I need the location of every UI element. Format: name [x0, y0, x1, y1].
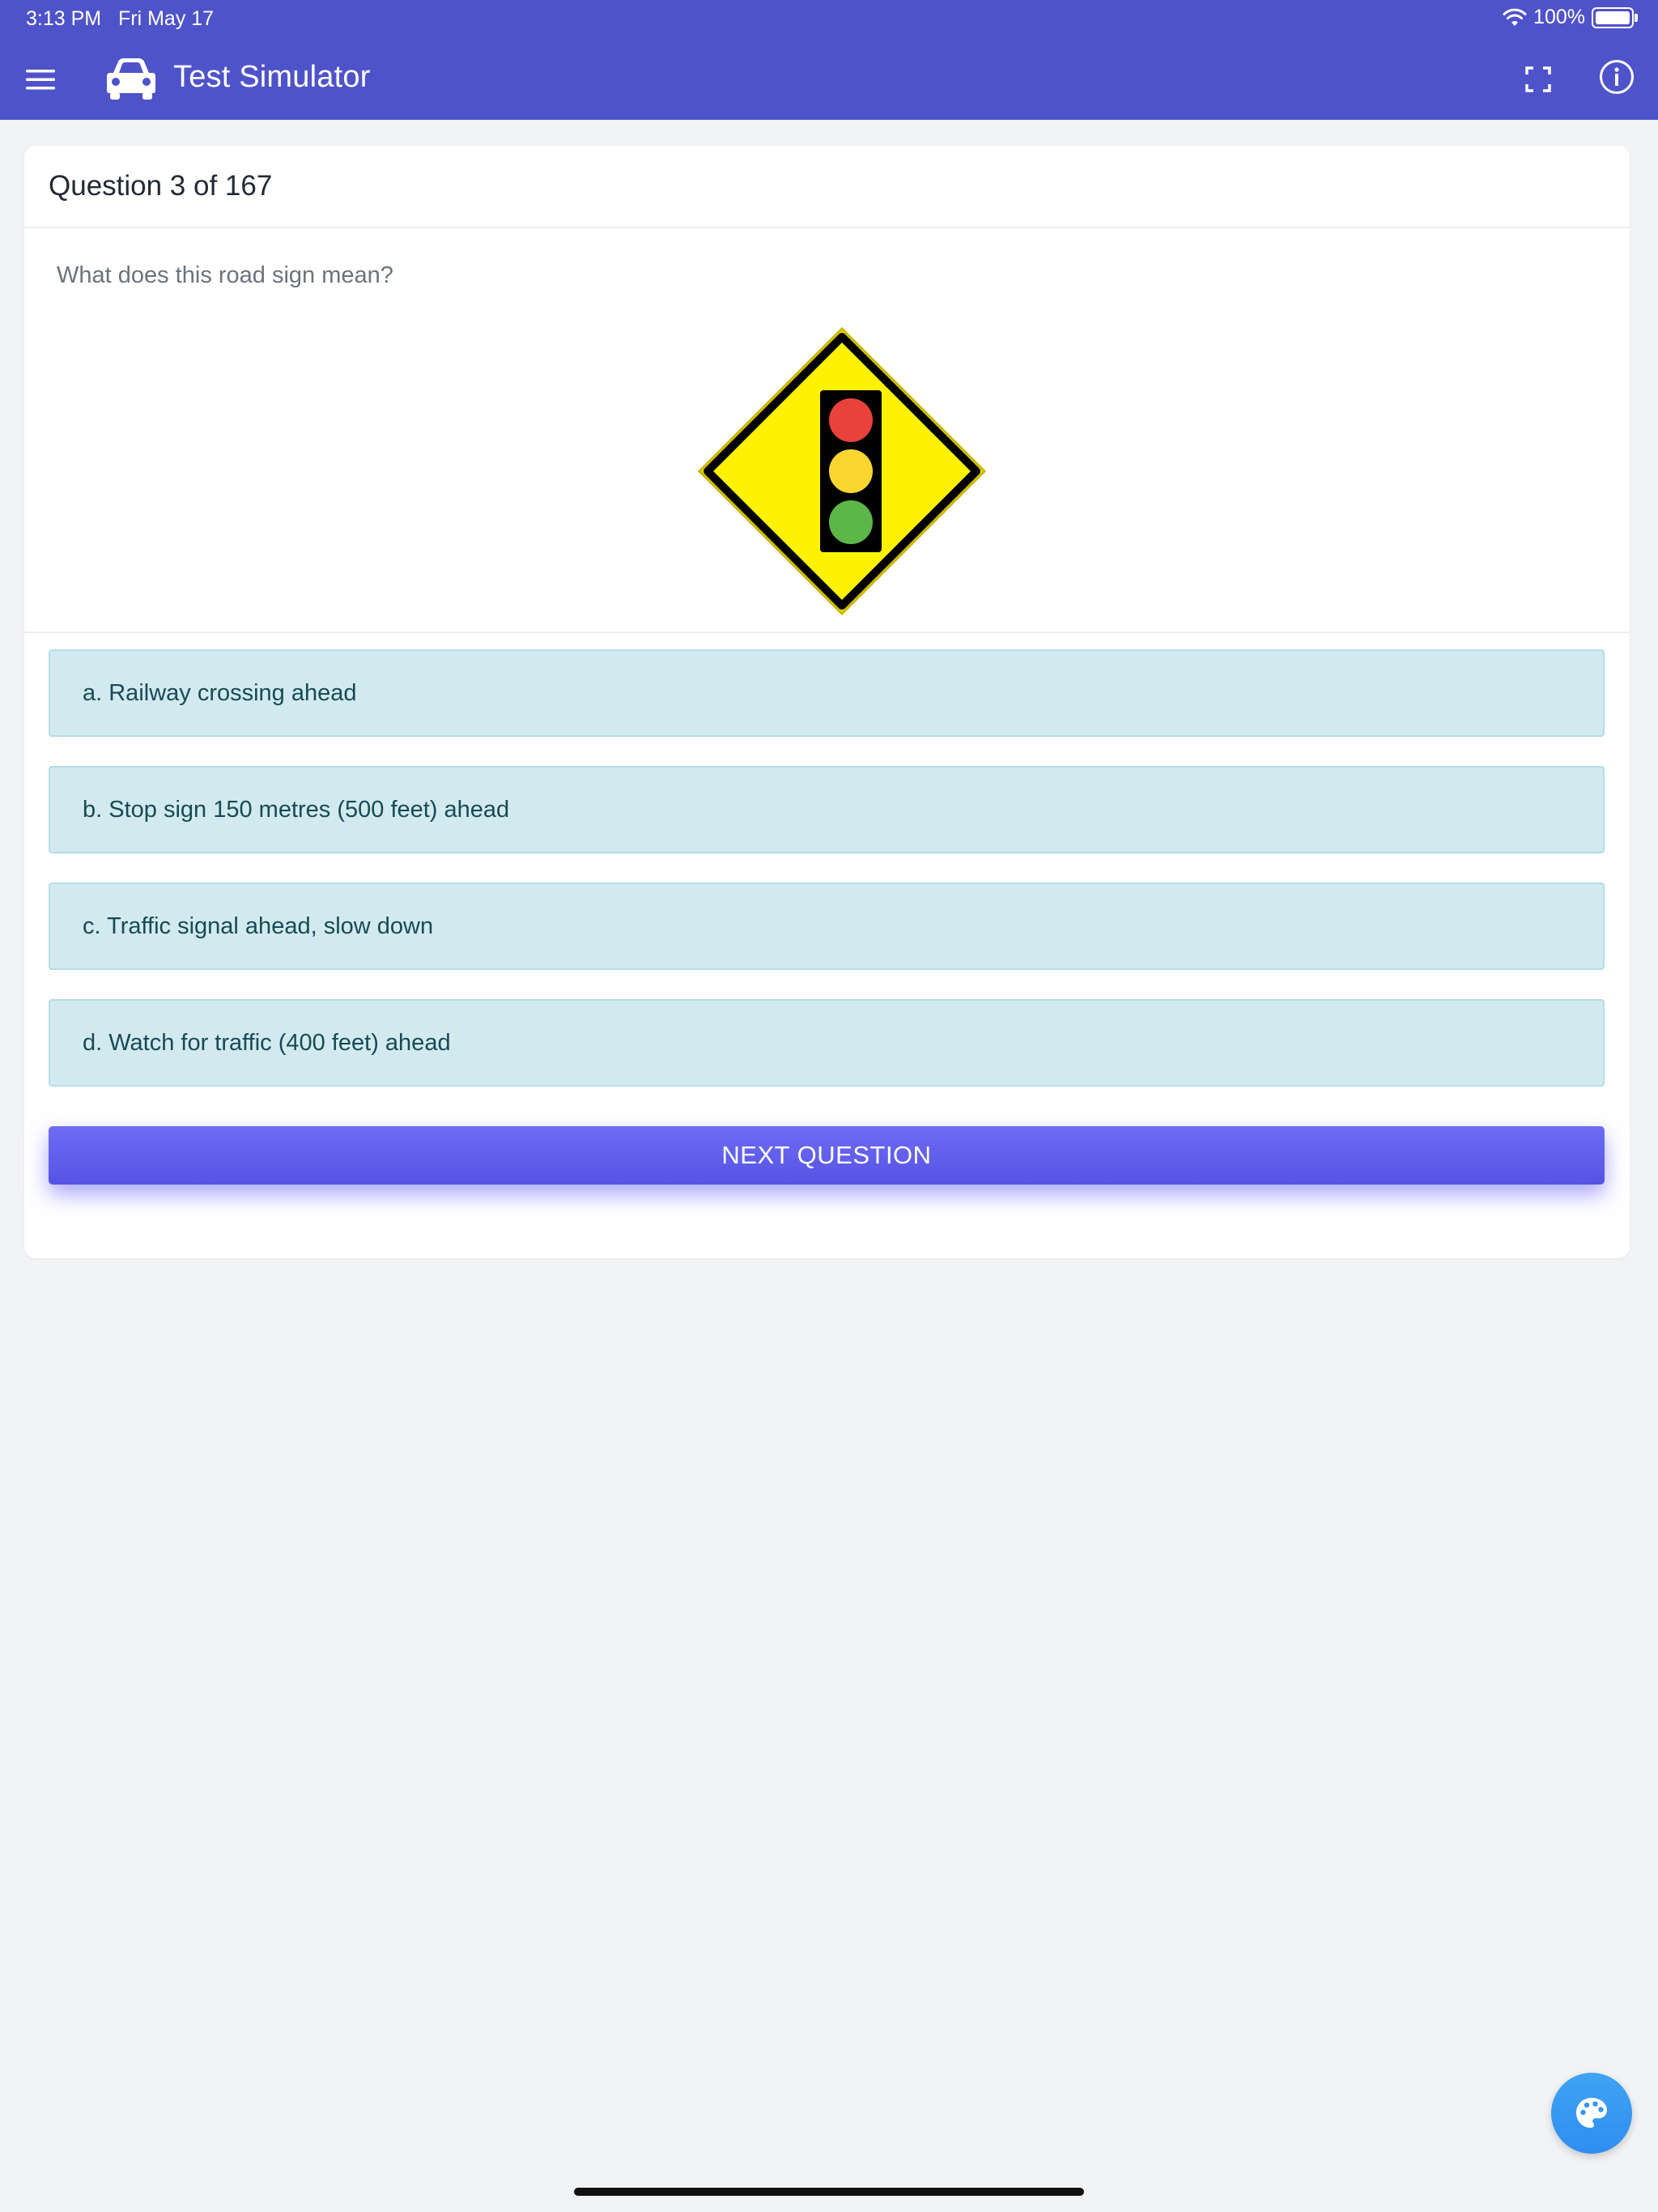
car-icon [104, 55, 159, 102]
question-card [24, 146, 1630, 1258]
answer-option-a[interactable] [49, 649, 1605, 737]
answer-label: b. Stop sign 150 metres (500 feet) ahead [83, 797, 510, 823]
traffic-signal-sign-image [688, 317, 996, 625]
info-icon[interactable] [1598, 58, 1635, 96]
next-question-button[interactable]: NEXT QUESTION [49, 1126, 1605, 1185]
battery-icon [1592, 7, 1634, 28]
palette-icon [1574, 2095, 1609, 2131]
answer-option-c[interactable] [49, 883, 1605, 970]
answer-option-d[interactable] [49, 999, 1605, 1087]
wifi-icon [1503, 8, 1527, 28]
status-date: Fri May 17 [118, 7, 215, 30]
divider [24, 632, 1630, 633]
answer-label: c. Traffic signal ahead, slow down [83, 913, 434, 939]
battery-percent: 100% [1533, 6, 1585, 28]
app-title: Test Simulator [173, 60, 371, 94]
answer-option-b[interactable] [49, 766, 1605, 853]
card-header [24, 146, 1630, 228]
status-indicators [1503, 6, 1634, 29]
home-indicator [574, 2188, 1084, 2196]
app-bar [0, 39, 1658, 120]
menu-icon[interactable] [24, 63, 57, 96]
status-time: 3:13 PM [26, 7, 102, 30]
question-text: What does this road sign mean? [57, 262, 393, 288]
answer-label: d. Watch for traffic (400 feet) ahead [83, 1030, 451, 1056]
fullscreen-icon[interactable] [1522, 63, 1554, 96]
theme-fab-button[interactable] [1551, 2073, 1632, 2154]
answer-label: a. Railway crossing ahead [83, 680, 357, 706]
status-bar [0, 0, 1658, 39]
question-counter: Question 3 of 167 [49, 170, 273, 202]
